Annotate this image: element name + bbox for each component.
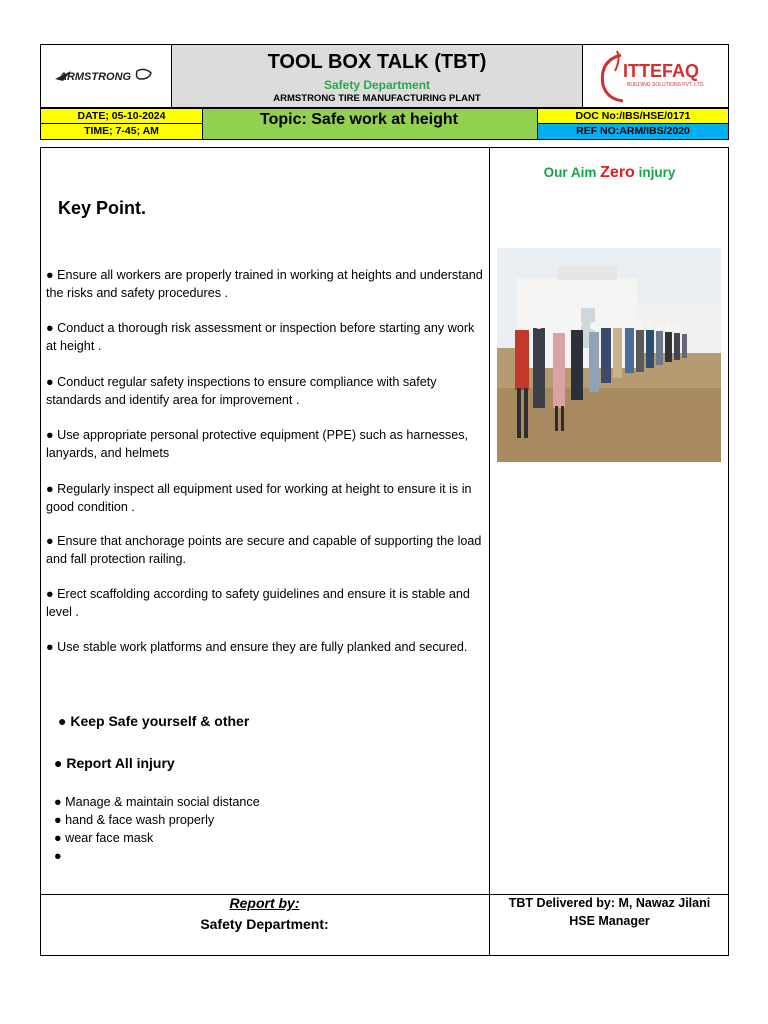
- column-divider: [489, 147, 490, 956]
- aim-zero: Zero: [600, 164, 635, 181]
- report-by-label: Report by:: [229, 895, 300, 911]
- time-field: TIME; 7-45; AM: [40, 123, 203, 140]
- team-photo-image: [497, 248, 721, 462]
- delivered-by-label: TBT Delivered by: M, Nawaz Jilani: [508, 896, 711, 910]
- team-photo: [497, 248, 721, 462]
- key-point-item: ● Regularly inspect all equipment used for working at height to ensure it is in good condition .: [46, 482, 472, 514]
- key-point-item: ● Ensure all workers are properly trained in working at heights and understand the risks and safety procedures .: [46, 268, 483, 300]
- doc-number: DOC No:/IBS/HSE/0171: [537, 108, 729, 124]
- key-point-item: ● Conduct regular safety inspections to ensure compliance with safety standards and identify area for improvement .: [46, 375, 437, 407]
- ittefaq-logo: [582, 44, 729, 108]
- title-box: [171, 44, 583, 108]
- ittefaq-logo-icon: [583, 45, 728, 107]
- key-point-item: ● Use appropriate personal protective equipment (PPE) such as harnesses, lanyards, and helmets: [46, 428, 469, 460]
- key-point-item: ● Erect scaffolding according to safety guidelines and ensure it is stable and level .: [46, 587, 470, 619]
- key-message: ● Keep Safe yourself & other: [58, 713, 250, 729]
- armstrong-logo: [40, 44, 172, 108]
- key-point-item: ● Conduct a thorough risk assessment or inspection before starting any work at height .: [46, 321, 475, 353]
- small-point: ● hand & face wash properly: [54, 813, 215, 827]
- small-point: ● wear face mask: [54, 831, 154, 845]
- department-label: Safety Department: [323, 78, 431, 92]
- date-field: DATE; 05-10-2024: [40, 108, 203, 124]
- manager-role-label: HSE Manager: [569, 914, 650, 928]
- armstrong-logo-text: ARMSTRONG: [59, 71, 132, 83]
- small-point: ●: [54, 849, 62, 863]
- aim-prefix: Our Aim: [543, 165, 597, 180]
- key-point-item: ● Ensure that anchorage points are secure and capable of supporting the load and fall protection railing.: [46, 534, 482, 566]
- aim-statement: [490, 164, 729, 182]
- key-point-heading: Key Point.: [58, 198, 147, 218]
- aim-suffix: injury: [638, 165, 676, 180]
- plant-label: ARMSTRONG TIRE MANUFACTURING PLANT: [273, 93, 481, 104]
- small-point: ● Manage & maintain social distance: [54, 795, 260, 809]
- ref-number: REF NO:ARM/IBS/2020: [537, 123, 729, 140]
- ittefaq-logo-subtext: BUILDING SOLUTIONS PVT. LTD.: [627, 82, 705, 88]
- armstrong-logo-icon: [41, 45, 171, 107]
- page-title: TOOL BOX TALK (TBT): [267, 51, 487, 73]
- report-dept-label: Safety Department:: [200, 916, 329, 932]
- key-point-item: ● Use stable work platforms and ensure they are fully planked and secured.: [46, 640, 468, 654]
- topic-title: Topic: Safe work at height: [202, 108, 538, 140]
- key-message: ● Report All injury: [54, 755, 175, 771]
- ittefaq-logo-text: ITTEFAQ: [623, 61, 699, 81]
